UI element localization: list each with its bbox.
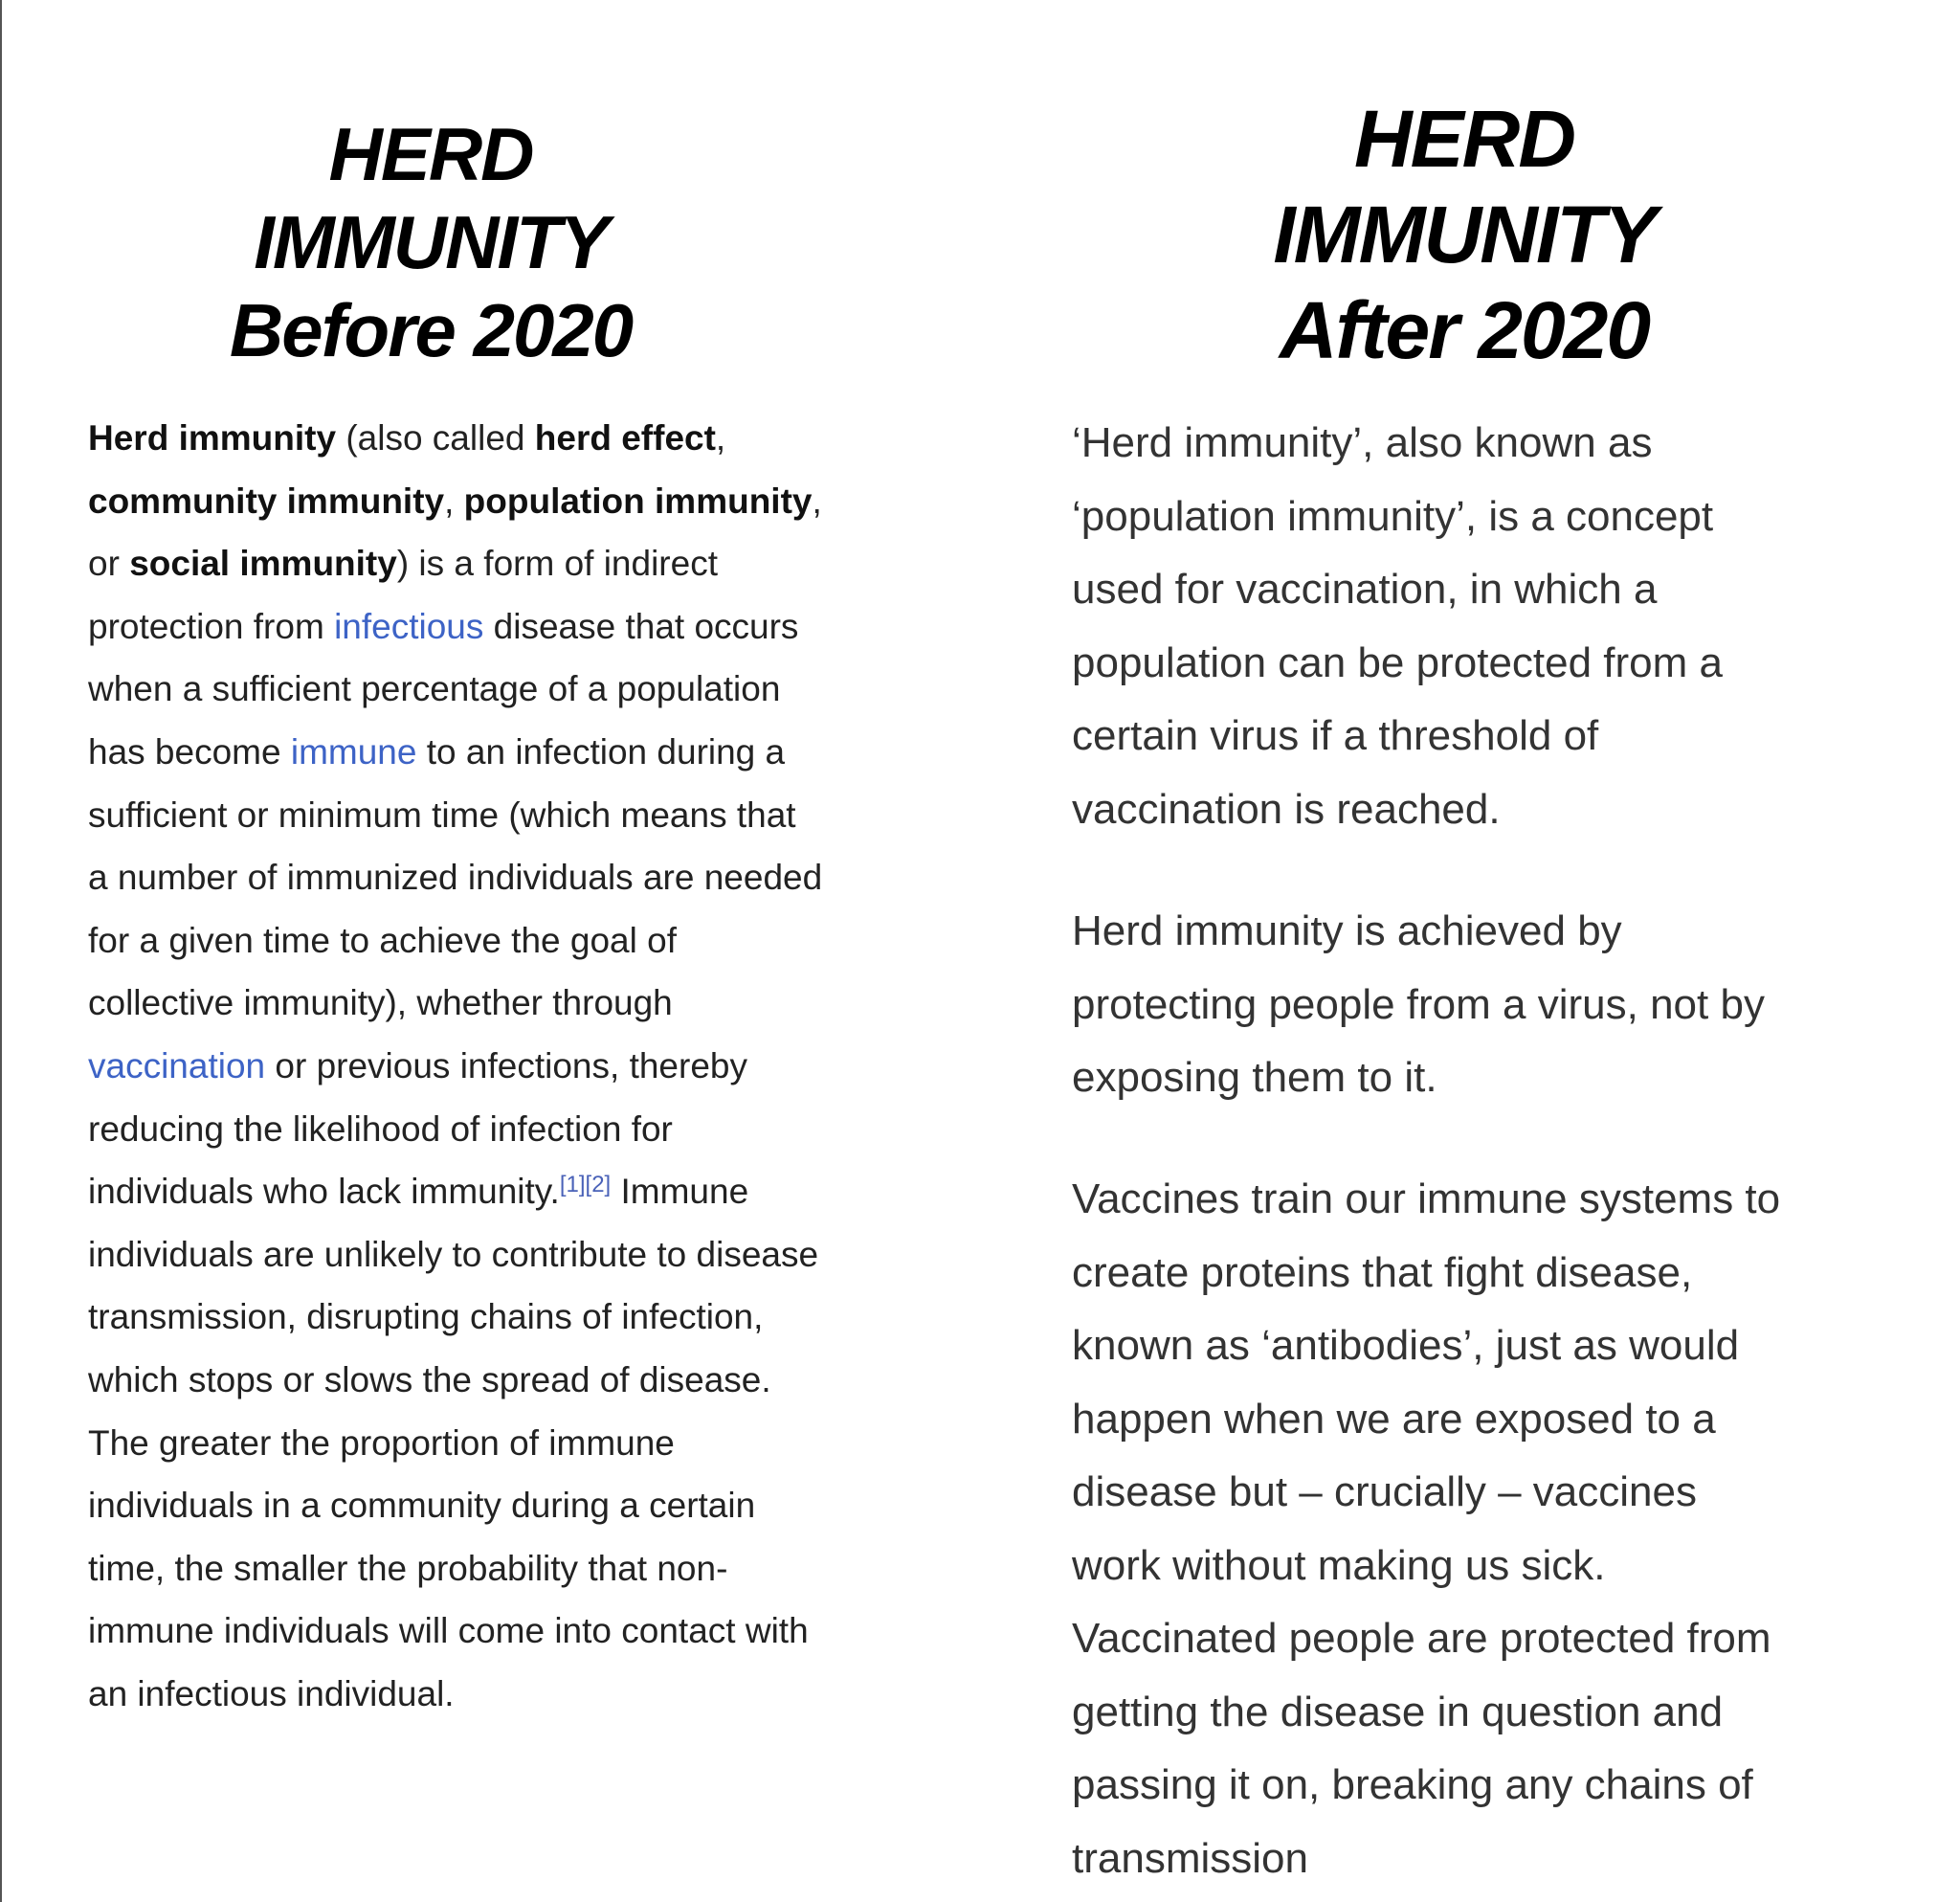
title-line: IMMUNITY: [1273, 190, 1656, 280]
text-line: [88, 1474, 930, 1537]
text-line: vaccination is reached.: [1072, 785, 1501, 833]
text-span: ) is a form of indirect: [396, 544, 718, 584]
before-2020-title: [144, 110, 718, 374]
text-span: ,: [812, 481, 822, 521]
text-line: Vaccinated people are protected from: [1072, 1615, 1771, 1662]
text-span: reducing the likelihood of infection for: [88, 1108, 673, 1149]
text-line: ‘population immunity’, is a concept: [1072, 492, 1714, 540]
text-line: [88, 407, 930, 470]
citation-link[interactable]: [1][2]: [559, 1172, 612, 1198]
text-line: [88, 1412, 930, 1475]
text-line: transmission: [1072, 1834, 1308, 1882]
text-line: create proteins that fight disease,: [1072, 1248, 1693, 1296]
text-span: when a sufficient percentage of a population: [88, 669, 781, 709]
text-span: individuals who lack immunity.: [88, 1172, 560, 1212]
text-line: Vaccines train our immune systems to: [1072, 1175, 1781, 1222]
title-line: HERD: [328, 112, 533, 196]
text-line: work without making us sick.: [1072, 1541, 1606, 1589]
text-line: [88, 658, 930, 721]
bold-term: herd effect: [534, 418, 716, 458]
bold-term: Herd immunity: [88, 418, 337, 458]
text-line: [88, 972, 930, 1035]
text-line: known as ‘antibodies’, just as would: [1072, 1322, 1740, 1369]
text-span: (also called: [336, 418, 535, 458]
title-line: IMMUNITY: [254, 200, 608, 284]
text-span: sufficient or minimum time (which means that: [88, 794, 796, 835]
text-line: ‘Herd immunity’, also known as: [1072, 419, 1653, 466]
after-2020-title: [1177, 91, 1751, 378]
wiki-link[interactable]: infectious: [334, 606, 484, 646]
text-span: ,: [444, 481, 464, 521]
image-border: [0, 0, 2, 1902]
text-line: [88, 532, 930, 595]
text-span: disease that occurs: [483, 606, 799, 646]
text-span: The greater the proportion of immune: [88, 1422, 675, 1463]
text-span: transmission, disrupting chains of infection,: [88, 1297, 764, 1337]
text-line: exposing them to it.: [1072, 1054, 1437, 1101]
text-line: [88, 1349, 930, 1412]
text-span: which stops or slows the spread of disease.: [88, 1359, 771, 1399]
text-line: [88, 721, 930, 784]
title-line: Before 2020: [229, 288, 633, 372]
text-line: [88, 846, 930, 909]
bold-term: population immunity: [463, 481, 813, 521]
text-span: protection from: [88, 606, 335, 646]
text-span: immune individuals will come into contact with: [88, 1611, 809, 1651]
text-span: Immune: [611, 1172, 749, 1212]
text-span: individuals are unlikely to contribute to disease: [88, 1234, 819, 1274]
text-line: protecting people from a virus, not by: [1072, 980, 1765, 1028]
text-line: [88, 470, 930, 533]
text-line: passing it on, breaking any chains of: [1072, 1761, 1753, 1808]
paragraph-vaccines: [1072, 1163, 1780, 1895]
text-line: [88, 1286, 930, 1349]
text-line: [88, 595, 930, 659]
title-line: After 2020: [1279, 285, 1650, 375]
before-2020-definition: [88, 407, 930, 1725]
text-line: [88, 1160, 930, 1223]
paragraph-concept: [1072, 407, 1723, 846]
text-span: a number of immunized individuals are needed: [88, 858, 823, 898]
text-span: individuals in a community during a certain: [88, 1486, 756, 1526]
bold-term: community immunity: [88, 481, 445, 521]
text-line: [88, 1098, 930, 1161]
text-span: has become: [88, 731, 291, 772]
text-line: population can be protected from a: [1072, 638, 1724, 686]
text-line: Herd immunity is achieved by: [1072, 907, 1622, 954]
text-line: [88, 1223, 930, 1287]
text-span: an infectious individual.: [88, 1673, 455, 1713]
text-span: collective immunity), whether through: [88, 983, 673, 1023]
text-line: [88, 909, 930, 973]
text-span: for a given time to achieve the goal of: [88, 920, 677, 960]
wiki-link[interactable]: immune: [290, 731, 417, 772]
text-line: certain virus if a threshold of: [1072, 712, 1599, 759]
text-line: used for vaccination, in which a: [1072, 566, 1658, 613]
text-line: [88, 1600, 930, 1663]
title-line: HERD: [1353, 94, 1574, 184]
wiki-link[interactable]: vaccination: [88, 1045, 266, 1085]
text-span: to an infection during a: [416, 731, 786, 772]
bold-term: social immunity: [129, 544, 397, 584]
text-span: or previous infections, thereby: [265, 1045, 747, 1085]
text-span: time, the smaller the probability that non-: [88, 1548, 728, 1588]
text-line: getting the disease in question and: [1072, 1688, 1724, 1735]
text-line: [88, 1537, 930, 1600]
text-line: disease but – crucially – vaccines: [1072, 1468, 1697, 1515]
text-span: ,: [715, 418, 726, 458]
text-line: [88, 784, 930, 847]
text-line: happen when we are exposed to a: [1072, 1395, 1716, 1443]
text-line: [88, 1035, 930, 1098]
text-line: [88, 1663, 930, 1726]
text-span: or: [88, 544, 130, 584]
paragraph-achieved-by: [1072, 895, 1765, 1115]
